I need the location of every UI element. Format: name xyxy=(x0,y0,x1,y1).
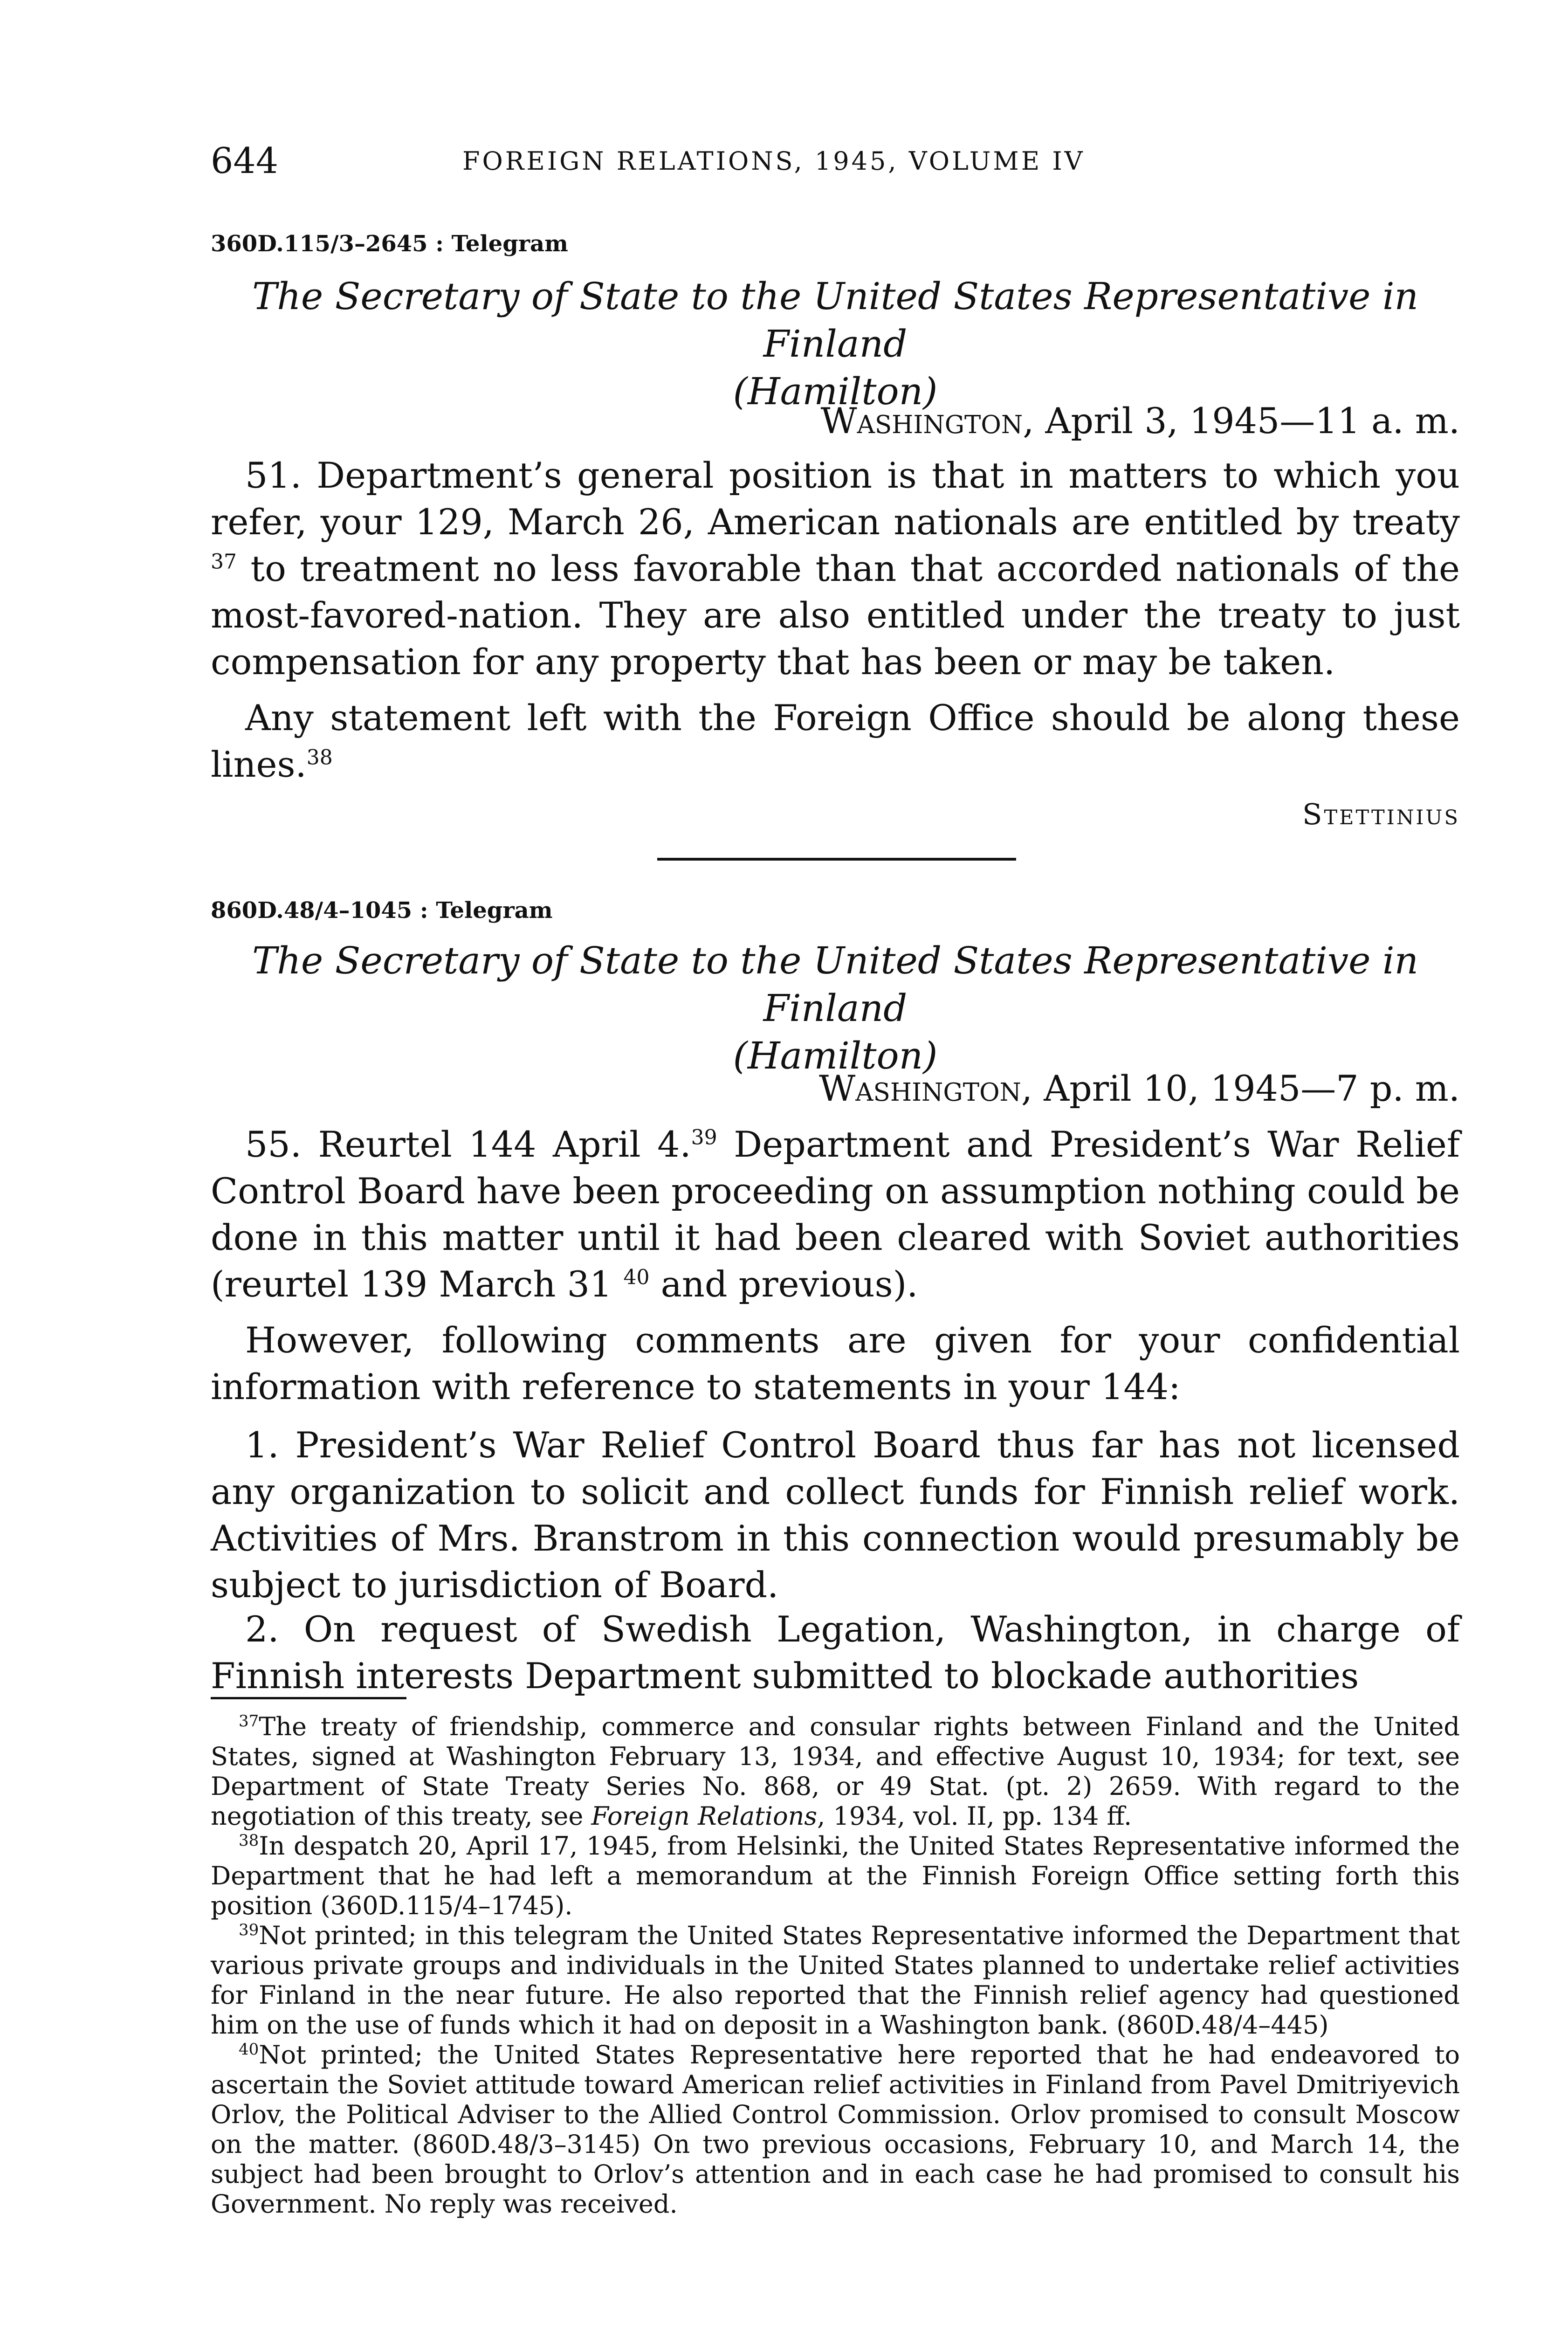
footnote-37-italic: Foreign Relations xyxy=(591,1801,818,1831)
doc1-paragraph-2 xyxy=(211,695,1460,788)
footnote-39-number: 39 xyxy=(239,1921,259,1939)
section-separator xyxy=(657,858,1016,861)
doc2-file-reference: 860D.48/4–1045 : Telegram xyxy=(211,897,553,924)
footnote-ref-37: 37 xyxy=(211,550,237,574)
footnote-37-number: 37 xyxy=(239,1712,259,1731)
footnote-rule xyxy=(211,1697,406,1699)
doc2-p1-text-a: 55. Reurtel 144 April 4. xyxy=(245,1124,691,1165)
doc2-paragraph-1 xyxy=(211,1121,1460,1308)
footnote-ref-39: 39 xyxy=(691,1125,717,1150)
doc2-p1-text-b: Department and President’s War Relief Control Board have been proceeding on assumption nothing could be done in this matter until it had been cleared with Soviet authorities (reurtel 139 March 31 xyxy=(211,1124,1460,1305)
footnote-40 xyxy=(211,2040,1460,2219)
footnote-37-text-a: The treaty of friendship, commerce and consular rights between Finland and the United States, signed at Washington February 13, 1934, and effective August 10, 1934; for text, see Department of State Treaty Series No. 868, or 49 Stat. (pt. 2) 2659. With regard to the negotiation of this treaty, see xyxy=(211,1712,1460,1831)
doc2-paragraph-4: 2. On request of Swedish Legation, Washington, in charge of Finnish interests Department submitted to blockade authorities xyxy=(211,1608,1460,1697)
footnote-40-number: 40 xyxy=(239,2040,259,2059)
footnote-37 xyxy=(211,1712,1460,1831)
footnote-39 xyxy=(211,1921,1460,2040)
footnotes xyxy=(211,1712,1460,2219)
doc2-dateline xyxy=(819,1068,1460,1109)
doc1-date-rest: , April 3, 1945—11 a. m. xyxy=(1023,400,1460,441)
doc1-paragraph-1 xyxy=(211,452,1460,685)
footnote-ref-40: 40 xyxy=(623,1265,650,1290)
doc1-title xyxy=(211,273,1460,415)
doc2-paragraph-2: However, following comments are given for your confidential information with reference to statements in your 144: xyxy=(211,1319,1460,1407)
footnote-40-text: Not printed; the United States Representative here reported that he had endeavored to ascertain the Soviet attitude toward American relief activities in Finland from Pavel Dmitriyevich Orlov, the Political Adviser to the Allied Control Commission. Orlov promised to consult Moscow on the matter. (860D.48/3–3145) On two previous occasions, February 10, and March 14, the subject had been brought to Orlov’s attention and in each case he had promised to consult his Government. No reply was received. xyxy=(211,2040,1460,2219)
footnote-38-text: In despatch 20, April 17, 1945, from Helsinki, the United States Representative informed the Department that he had left a memorandum at the Finnish Foreign Office setting forth this position (360D.115/4–1745). xyxy=(211,1831,1460,1920)
doc1-p1-text-b: to treatment no less favorable than that accorded nationals of the most-favored-nation. They are also entitled under the treaty to just compensation for any property that has been or may be taken. xyxy=(211,548,1460,683)
doc1-signature: Stettinius xyxy=(1302,797,1460,831)
doc2-title-line1: The Secretary of State to the United States Representative in Finland xyxy=(252,939,1419,1030)
doc2-p1-text-c: and previous). xyxy=(649,1263,918,1305)
doc1-title-line1: The Secretary of State to the United States Representative in Finland xyxy=(252,275,1419,366)
footnote-ref-38: 38 xyxy=(306,745,333,770)
running-title: FOREIGN RELATIONS, 1945, VOLUME IV xyxy=(462,146,1085,176)
footnote-38-number: 38 xyxy=(239,1831,259,1850)
doc2-date-city: Washington xyxy=(819,1068,1021,1109)
doc1-dateline xyxy=(820,400,1460,441)
doc2-paragraph-3: 1. President’s War Relief Control Board thus far has not licensed any organization to solicit and collect funds for Finnish relief work. Activities of Mrs. Branstrom in this connection would presumably be subject to jurisdiction of Board. xyxy=(211,1424,1460,1606)
doc1-title-line2: (Hamilton) xyxy=(733,370,938,413)
running-head xyxy=(211,140,1460,191)
doc2-title-line2: (Hamilton) xyxy=(733,1034,938,1077)
doc1-file-reference: 360D.115/3–2645 : Telegram xyxy=(211,231,568,257)
doc1-p1-text-a: 51. Department’s general position is that in matters to which you refer, your 129, March 26, American nationals are entitled by treaty xyxy=(211,455,1460,543)
doc2-title xyxy=(211,937,1460,1080)
footnote-39-text: Not printed; in this telegram the United States Representative informed the Department that various private groups and individuals in the United States planned to undertake relief activities for Finland in the near future. He also reported that the Finnish relief agency had questioned him on the use of funds which it had on deposit in a Washington bank. (860D.48/4–445) xyxy=(211,1921,1460,2040)
doc2-date-rest: , April 10, 1945—7 p. m. xyxy=(1021,1068,1460,1109)
footnote-38 xyxy=(211,1831,1460,1921)
doc1-date-city: Washington xyxy=(820,400,1023,441)
page-number: 644 xyxy=(211,140,279,181)
footnote-37-text-b: , 1934, vol. II, pp. 134 ff. xyxy=(817,1801,1132,1831)
doc1-p2-text: Any statement left with the Foreign Office should be along these lines. xyxy=(211,697,1460,785)
